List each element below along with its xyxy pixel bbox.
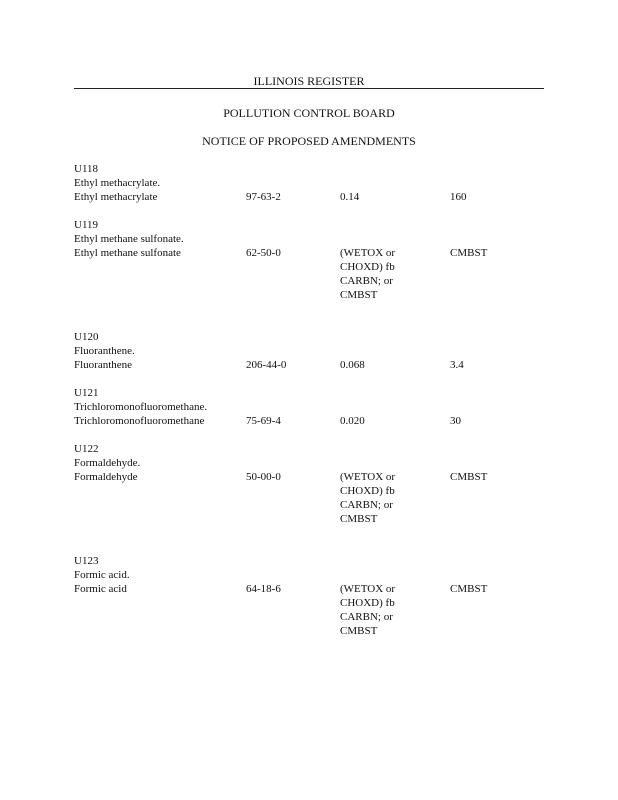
constituent-name: Trichloromonofluoromethane bbox=[74, 415, 205, 427]
waste-entry-u119 bbox=[74, 218, 544, 316]
wastewater-standard: 0.068 bbox=[340, 359, 365, 371]
constituent-row bbox=[74, 470, 544, 540]
waste-code: U120 bbox=[74, 331, 99, 343]
waste-entry-u123 bbox=[74, 554, 544, 652]
header-rule bbox=[74, 88, 544, 89]
constituent-name: Formic acid bbox=[74, 583, 127, 595]
waste-heading: Formic acid. bbox=[74, 569, 130, 581]
nonwastewater-standard: CMBST bbox=[450, 471, 488, 483]
constituent-row bbox=[74, 246, 544, 316]
constituent-name: Formaldehyde bbox=[74, 471, 138, 483]
notice-title: NOTICE OF PROPOSED AMENDMENTS bbox=[202, 134, 416, 148]
waste-code: U118 bbox=[74, 163, 99, 175]
cas-number: 62-50-0 bbox=[246, 247, 281, 259]
constituent-name: Fluoranthene bbox=[74, 359, 133, 371]
register-title: ILLINOIS REGISTER bbox=[253, 74, 365, 88]
waste-code: U121 bbox=[74, 387, 99, 399]
waste-heading: Formaldehyde. bbox=[74, 457, 141, 469]
nonwastewater-standard: 160 bbox=[450, 191, 467, 203]
cas-number: 206-44-0 bbox=[246, 359, 287, 371]
nonwastewater-standard: CMBST bbox=[450, 247, 488, 259]
constituent-row bbox=[74, 582, 544, 652]
constituent-name: Ethyl methane sulfonate bbox=[74, 247, 181, 259]
waste-entry-u122 bbox=[74, 442, 544, 540]
waste-heading: Ethyl methane sulfonate. bbox=[74, 233, 184, 245]
nonwastewater-standard: CMBST bbox=[450, 583, 488, 595]
constituent-row bbox=[74, 358, 544, 372]
cas-number: 75-69-4 bbox=[246, 415, 281, 427]
wastewater-standard: 0.020 bbox=[340, 415, 365, 427]
board-title: POLLUTION CONTROL BOARD bbox=[223, 106, 395, 120]
constituent-row bbox=[74, 190, 544, 204]
wastewater-standard: (WETOX or CHOXD) fb CARBN; or CMBST bbox=[340, 471, 396, 525]
wastewater-standard: (WETOX or CHOXD) fb CARBN; or CMBST bbox=[340, 247, 396, 301]
waste-code: U123 bbox=[74, 555, 99, 567]
waste-heading: Ethyl methacrylate. bbox=[74, 177, 161, 189]
cas-number: 97-63-2 bbox=[246, 191, 281, 203]
waste-heading: Fluoranthene. bbox=[74, 345, 135, 357]
waste-entry-u120 bbox=[74, 330, 544, 372]
constituent-row bbox=[74, 414, 544, 428]
waste-entry-u121 bbox=[74, 386, 544, 428]
cas-number: 64-18-6 bbox=[246, 583, 281, 595]
constituent-name: Ethyl methacrylate bbox=[74, 191, 158, 203]
waste-heading: Trichloromonofluoromethane. bbox=[74, 401, 208, 413]
waste-code: U122 bbox=[74, 443, 99, 455]
cas-number: 50-00-0 bbox=[246, 471, 281, 483]
waste-entries bbox=[74, 162, 544, 666]
waste-code: U119 bbox=[74, 219, 99, 231]
nonwastewater-standard: 30 bbox=[450, 415, 461, 427]
wastewater-standard: 0.14 bbox=[340, 191, 360, 203]
waste-entry-u118 bbox=[74, 162, 544, 204]
nonwastewater-standard: 3.4 bbox=[450, 359, 464, 371]
wastewater-standard: (WETOX or CHOXD) fb CARBN; or CMBST bbox=[340, 583, 396, 637]
